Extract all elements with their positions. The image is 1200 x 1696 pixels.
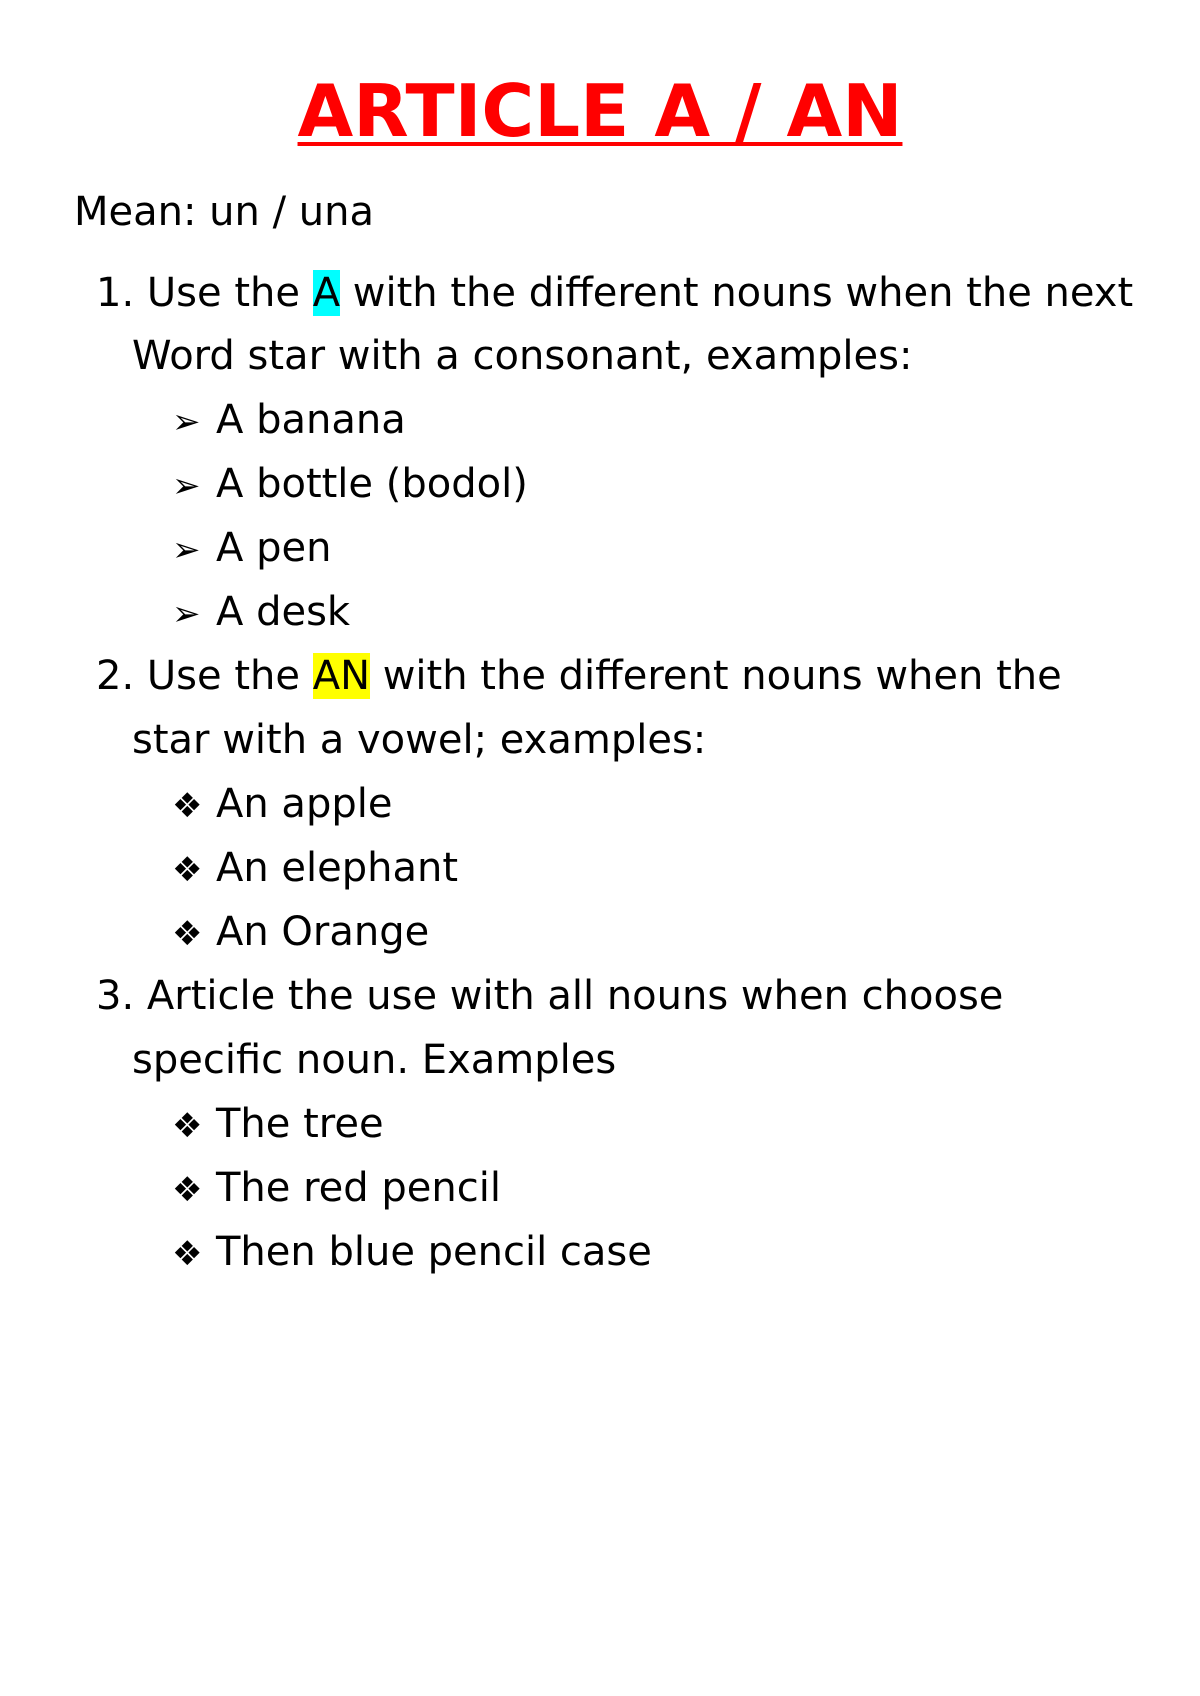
list-item — [172, 588, 350, 638]
arrow-bullet-icon: ➢ — [172, 402, 201, 442]
section-2-line-1 — [96, 652, 1062, 700]
highlight-an: AN — [312, 653, 370, 699]
list-number: 2. — [96, 653, 135, 699]
list-item-text: The tree — [216, 1101, 384, 1147]
list-item-text: A bottle (bodol) — [216, 461, 528, 507]
list-item — [172, 844, 458, 894]
page-title: ARTICLE A / AN — [297, 69, 903, 153]
list-item-text: An Orange — [216, 909, 430, 955]
diamond-bullet-icon: ❖ — [172, 914, 203, 954]
list-item — [172, 780, 392, 830]
arrow-bullet-icon: ➢ — [172, 594, 201, 634]
arrow-bullet-icon: ➢ — [172, 530, 201, 570]
list-number: 1. — [96, 270, 135, 316]
highlight-a: A — [312, 270, 341, 316]
list-item — [172, 524, 331, 574]
section-3-text: Article the use with all nouns when choose — [146, 973, 1004, 1019]
diamond-bullet-icon: ❖ — [172, 786, 203, 826]
section-1-line-1 — [96, 269, 1133, 317]
list-item — [172, 908, 429, 958]
section-3-line-1 — [96, 972, 1003, 1020]
diamond-bullet-icon: ❖ — [172, 1106, 203, 1146]
section-1-text-pre: Use the — [146, 270, 313, 316]
diamond-bullet-icon: ❖ — [172, 850, 203, 890]
section-2-line-2: star with a vowel; examples: — [132, 717, 707, 763]
list-item-text: A pen — [216, 525, 332, 571]
list-item — [172, 460, 528, 510]
section-1-text-post: with the different nouns when the next — [340, 270, 1134, 316]
diamond-bullet-icon: ❖ — [172, 1170, 203, 1210]
list-item-text: An elephant — [216, 845, 459, 891]
diamond-bullet-icon: ❖ — [172, 1234, 203, 1274]
list-item — [172, 1100, 384, 1150]
list-item — [172, 1228, 652, 1278]
list-item — [172, 396, 406, 446]
arrow-bullet-icon: ➢ — [172, 466, 201, 506]
meaning-line: Mean: un / una — [74, 189, 374, 235]
list-item-text: A banana — [216, 397, 406, 443]
list-item-text: The red pencil — [216, 1165, 501, 1211]
section-2-text-post: with the different nouns when the — [370, 653, 1062, 699]
list-number: 3. — [96, 973, 135, 1019]
section-3-line-2: specific noun. Examples — [132, 1037, 617, 1083]
section-2-text-pre: Use the — [146, 653, 313, 699]
list-item — [172, 1164, 501, 1214]
section-1-line-2: Word star with a consonant, examples: — [132, 333, 913, 379]
list-item-text: An apple — [216, 781, 393, 827]
list-item-text: Then blue pencil case — [216, 1229, 652, 1275]
list-item-text: A desk — [216, 589, 351, 635]
